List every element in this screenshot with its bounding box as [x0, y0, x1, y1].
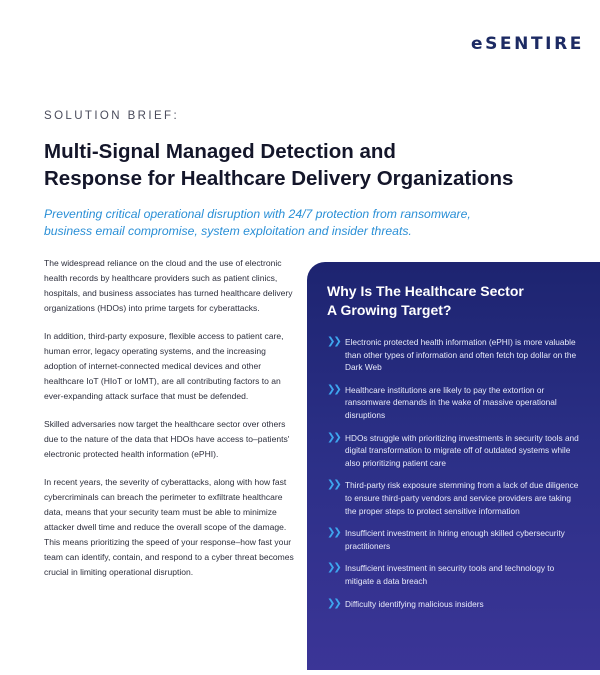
why-healthcare-sidebar: [307, 262, 600, 670]
sidebar-bullet: [327, 562, 580, 587]
sidebar-bullet-text: Difficulty identifying malicious insiders: [345, 598, 484, 609]
sidebar-title: [327, 282, 580, 320]
sidebar-title-line: A Growing Target?: [327, 302, 452, 318]
esentire-logo: eSENTIRE: [470, 34, 584, 54]
page-subtitle-line: business email compromise, system exploitation and insider threats.: [44, 224, 412, 238]
double-chevron-right-icon: ❯❯: [327, 527, 340, 539]
sidebar-bullet-text: Third-party risk exposure stemming from a lack of due diligence to ensure third-party vendors and service providers are taking the proper steps to protect sensitive information: [345, 480, 579, 516]
body-paragraph: The widespread reliance on the cloud and the use of electronic health records by healthcare providers such as patient clinics, hospitals, and business associates has turned healthcare delivery organizations (HDOs) into prime targets for cyberattacks.: [44, 258, 293, 313]
page-title: [44, 138, 584, 192]
page-title-line: Multi-Signal Managed Detection and: [44, 140, 396, 163]
sidebar-bullet: [327, 479, 580, 517]
body-paragraph: In addition, third-party exposure, flexible access to patient care, human error, legacy operating systems, and the increasing adoption of internet-connected medical devices and other healthcare IoT (HIoT or IoMT), are all contributing factors to an ever-expanding attack surface that must be defended.: [44, 331, 284, 401]
double-chevron-right-icon: ❯❯: [327, 479, 340, 491]
sidebar-bullet-text: Insufficient investment in hiring enough skilled cybersecurity practitioners: [345, 528, 565, 551]
sidebar-bullet: [327, 336, 580, 374]
sidebar-bullet-text: Insufficient investment in security tools and technology to mitigate a data breach: [345, 563, 555, 586]
sidebar-bullet: [327, 527, 580, 552]
sidebar-bullet: [327, 384, 580, 422]
double-chevron-right-icon: ❯❯: [327, 562, 340, 574]
sidebar-bullet: [327, 598, 580, 611]
sidebar-bullet: [327, 432, 580, 470]
solution-brief-label: SOLUTION BRIEF:: [44, 110, 180, 122]
sidebar-title-line: Why Is The Healthcare Sector: [327, 283, 524, 299]
double-chevron-right-icon: ❯❯: [327, 431, 340, 443]
page-subtitle: [44, 206, 584, 240]
double-chevron-right-icon: ❯❯: [327, 336, 340, 347]
sidebar-bullet-list: [327, 336, 580, 610]
double-chevron-right-icon: ❯❯: [327, 597, 340, 609]
body-paragraph: In recent years, the severity of cyberattacks, along with how fast cybercriminals can breach the perimeter to exfiltrate healthcare data, means that your security team must be able to minimize attacker dwell time and reduce the overall scope of the damage. This means prioritizing the speed of your response–how fast your team can identify, contain, and respond to a cyber threat becomes crucial in limiting operational disruption.: [44, 477, 294, 577]
body-paragraph: Skilled adversaries now target the healthcare sector over others due to the nature of the data that HDOs have access to–patients' electronic protected health information (ePHI).: [44, 419, 290, 459]
sidebar-bullet-text: Electronic protected health information (ePHI) is more valuable than other types of information and often fetch top dollar on the Dark Web: [345, 337, 577, 373]
body-text-column: [44, 256, 296, 593]
sidebar-bullet-text: Healthcare institutions are likely to pay the extortion or ransomware demands in the wake of massive operational disruptions: [345, 384, 557, 420]
sidebar-bullet-text: HDOs struggle with prioritizing investments in security tools and digital transformation to migrate off of outdated systems while also prioritizing patient care: [345, 432, 579, 468]
page-subtitle-line: Preventing critical operational disruption with 24/7 protection from ransomware,: [44, 207, 471, 221]
page-title-line: Response for Healthcare Delivery Organizations: [44, 167, 514, 190]
double-chevron-right-icon: ❯❯: [327, 383, 340, 395]
